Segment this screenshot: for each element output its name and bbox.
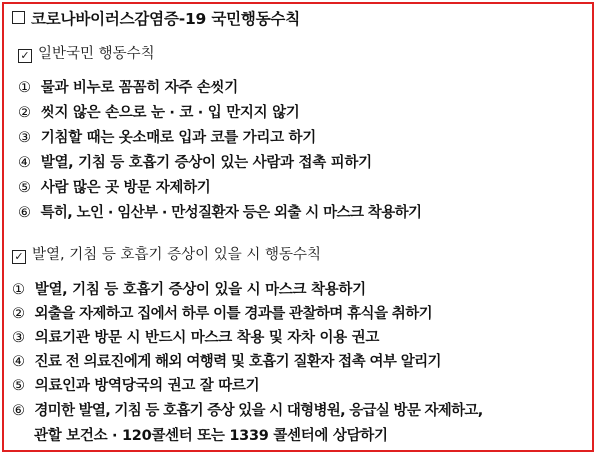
section1-item-5 bbox=[18, 178, 211, 198]
page-title bbox=[12, 9, 300, 29]
title-text: 코로나바이러스감염증-19 국민행동수칙 bbox=[31, 10, 300, 28]
section2-heading bbox=[12, 245, 321, 265]
section1-item-2 bbox=[18, 103, 300, 123]
checked-square-icon: ✓ bbox=[12, 250, 26, 264]
item-text: 관할 보건소 · 120콜센터 또는 1339 콜센터에 상담하기 bbox=[34, 428, 388, 444]
item-text: 기침할 때는 옷소매로 입과 코를 가리고 하기 bbox=[40, 130, 316, 146]
section1-heading-text: 일반국민 행동수칙 bbox=[38, 46, 155, 62]
item-number: ⑥ bbox=[12, 403, 25, 419]
item-text: 의료기관 방문 시 반드시 마스크 착용 및 자차 이용 권고 bbox=[34, 330, 380, 346]
checked-square-icon: ✓ bbox=[18, 49, 32, 63]
item-text: 발열, 기침 등 호흡기 증상이 있는 사람과 접촉 피하기 bbox=[40, 155, 372, 171]
item-text: 진료 전 의료진에게 해외 여행력 및 호흡기 질환자 접촉 여부 알리기 bbox=[34, 354, 441, 370]
item-text: 씻지 않은 손으로 눈 · 코 · 입 만지지 않기 bbox=[40, 105, 300, 121]
item-number: ③ bbox=[18, 130, 31, 146]
empty-square-icon bbox=[12, 11, 25, 24]
item-number: ② bbox=[18, 105, 31, 121]
section2-heading-text: 발열, 기침 등 호흡기 증상이 있을 시 행동수칙 bbox=[32, 247, 321, 263]
item-text: 특히, 노인 · 임산부 · 만성질환자 등은 외출 시 마스크 착용하기 bbox=[40, 205, 422, 221]
item-number: ① bbox=[18, 80, 31, 96]
item-number: ② bbox=[12, 306, 25, 322]
section1-item-6 bbox=[18, 203, 421, 223]
item-number: ④ bbox=[18, 155, 31, 171]
item-number: ① bbox=[12, 282, 25, 298]
section2-item-4 bbox=[12, 352, 441, 372]
section1-item-3 bbox=[18, 128, 316, 148]
item-text: 물과 비누로 꼼꼼히 자주 손씻기 bbox=[40, 80, 238, 96]
item-number: ⑤ bbox=[18, 180, 31, 196]
section2-item-6-continued bbox=[34, 426, 388, 446]
section2-item-3 bbox=[12, 328, 379, 348]
section2-item-6 bbox=[12, 401, 483, 421]
item-number: ⑥ bbox=[18, 205, 31, 221]
item-text: 외출을 자제하고 집에서 하루 이틀 경과를 관찰하며 휴식을 취하기 bbox=[34, 306, 433, 322]
item-number: ⑤ bbox=[12, 378, 25, 394]
section2-item-2 bbox=[12, 304, 432, 324]
item-number: ③ bbox=[12, 330, 25, 346]
section1-item-4 bbox=[18, 153, 372, 173]
section2-item-5 bbox=[12, 376, 259, 396]
item-text: 사람 많은 곳 방문 자제하기 bbox=[40, 180, 211, 196]
item-text: 경미한 발열, 기침 등 호흡기 증상 있을 시 대형병원, 응급실 방문 자제하고, bbox=[34, 403, 483, 419]
item-number: ④ bbox=[12, 354, 25, 370]
item-text: 발열, 기침 등 호흡기 증상이 있을 시 마스크 착용하기 bbox=[34, 282, 366, 298]
section1-heading bbox=[18, 44, 155, 64]
section2-item-1 bbox=[12, 280, 366, 300]
section1-item-1 bbox=[18, 78, 238, 98]
item-text: 의료인과 방역당국의 권고 잘 따르기 bbox=[34, 378, 260, 394]
